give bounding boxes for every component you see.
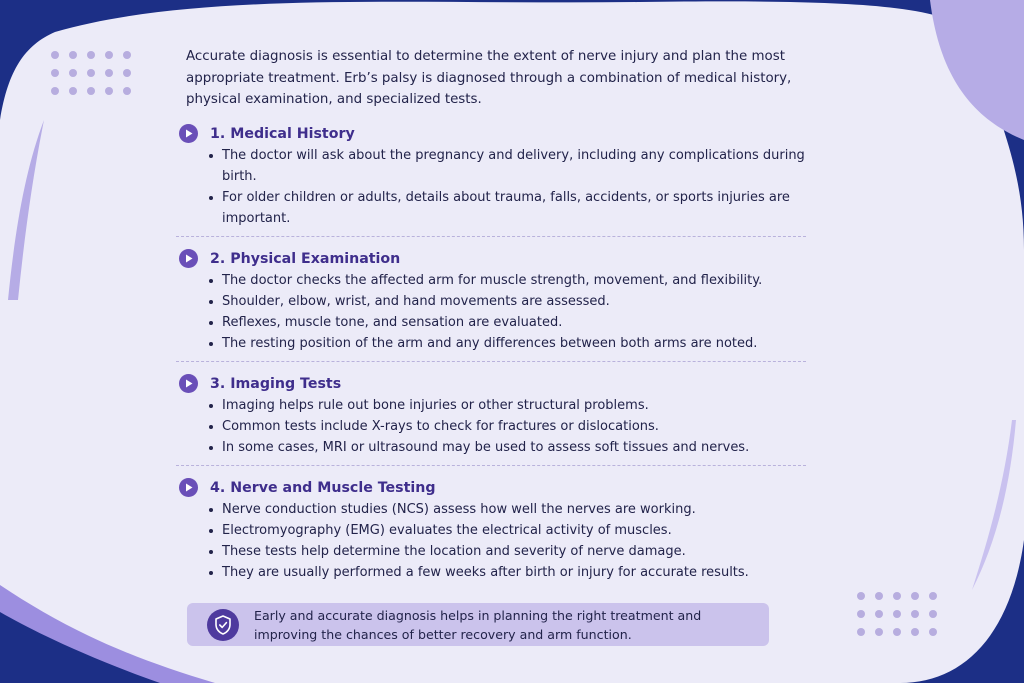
section-header [179,477,808,499]
section-title: 2. Physical Examination [210,250,401,267]
section-title: 3. Imaging Tests [210,375,342,392]
section-divider [176,361,806,362]
list-item: Nerve conduction studies (NCS) assess how well the nerves are working. [208,499,808,520]
decorative-dots-top-left [51,51,131,95]
bullet-list [186,395,808,458]
play-icon [179,124,198,143]
sections-list [186,123,808,590]
list-item: They are usually performed a few weeks after birth or injury for accurate results. [208,562,808,583]
list-item: The doctor checks the affected arm for muscle strength, movement, and flexibility. [208,270,808,291]
section-title: 1. Medical History [210,125,355,142]
list-item: The resting position of the arm and any differences between both arms are noted. [208,333,808,354]
list-item: Imaging helps rule out bone injuries or other structural problems. [208,395,808,416]
main-content [186,46,808,590]
note-text: Early and accurate diagnosis helps in planning the right treatment and improving the chances of better recovery and arm function. [254,607,702,642]
list-item: Shoulder, elbow, wrist, and hand movements are assessed. [208,291,808,312]
list-item: For older children or adults, details about trauma, falls, accidents, or sports injuries are important. [208,187,808,229]
decorative-dots-bottom-right [857,592,937,636]
section-header [179,123,808,145]
bullet-list [186,499,808,583]
section-header [179,373,808,395]
play-icon [179,249,198,268]
intro-paragraph: Accurate diagnosis is essential to determine the extent of nerve injury and plan the most appropriate treatment. Erb’s palsy is diagnosed through a combination of medical history, physical examination, and specialized tests. [186,49,792,107]
bullet-list [186,270,808,354]
play-icon [179,374,198,393]
bullet-list [186,145,808,229]
list-item: Electromyography (EMG) evaluates the electrical activity of muscles. [208,520,808,541]
section-2 [186,248,808,361]
section-1 [186,123,808,236]
info-note [187,603,769,646]
list-item: These tests help determine the location and severity of nerve damage. [208,541,808,562]
section-header [179,248,808,270]
section-3 [186,373,808,465]
shield-check-icon [207,609,239,641]
section-4 [186,477,808,590]
list-item: In some cases, MRI or ultrasound may be used to assess soft tissues and nerves. [208,437,808,458]
section-divider [176,236,806,237]
list-item: Reflexes, muscle tone, and sensation are evaluated. [208,312,808,333]
list-item: Common tests include X-rays to check for fractures or dislocations. [208,416,808,437]
section-title: 4. Nerve and Muscle Testing [210,479,436,496]
play-icon [179,478,198,497]
list-item: The doctor will ask about the pregnancy and delivery, including any complications during birth. [208,145,808,187]
section-divider [176,465,806,466]
